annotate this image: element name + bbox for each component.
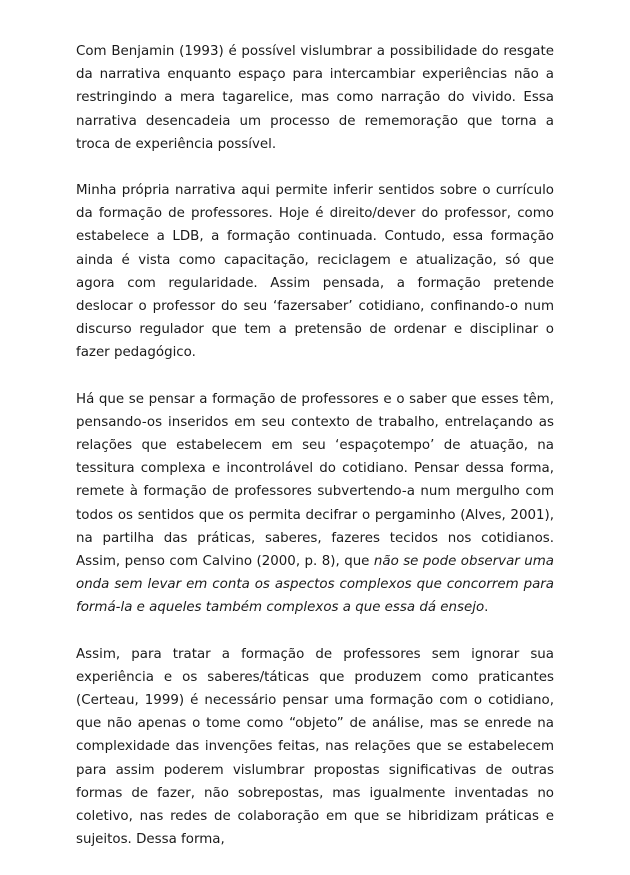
paragraph-text: Há que se pensar a formação de professores e o saber que esses têm, pensando-os inseridos em seu contexto de trabalho, entrelaçando as relações que estabelecem em seu ‘espaçotempo’ de atuação, na tessitura complexa e incontrolável do cotidiano. Pensar dessa forma, remete à formação de professores subvertendo-a num mergulho com todos os sentidos que os permita decifrar o pergaminho (Alves, 2001), na partilha das práticas, saberes, fazeres tecidos nos cotidianos. Assim, penso com Calvino (2000, p. 8), que xyxy=(76,391,554,570)
paragraph-benjamin: Com Benjamin (1993) é possível vislumbrar a possibilidade do resgate da narrativa enquanto espaço para intercambiar experiências não a restringindo a mera tagarelice, mas como narração do vivido. Essa narrativa desencadeia um processo de rememoração que torna a troca de experiência possível. xyxy=(76,44,554,152)
paragraph-assim-para-tratar: Assim, para tratar a formação de professores sem ignorar sua experiência e os saberes/táticas que produzem como praticantes (Certeau, 1999) é necessário pensar uma formação com o cotidiano, que não apenas o tome como “objeto” de análise, mas se enrede na complexidade das invenções feitas, nas relações que se estabelecem para assim poderem vislumbrar propostas significativas de outras formas de fazer, não sobrepostas, mas igualmente inventadas no coletivo, nas redes de colaboração em que se hibridizam práticas e sujeitos. Dessa forma, xyxy=(76,646,554,848)
document-page xyxy=(76,40,554,875)
paragraph-text-end: . xyxy=(484,600,489,616)
paragraph-minha-narrativa: Minha própria narrativa aqui permite inferir sentidos sobre o currículo da formação de professores. Hoje é direito/dever do professor, como estabelece a LDB, a formação continuada. Contudo, essa formação ainda é vista como capacitação, reciclagem e atualização, só que agora com regularidade. Assim pensada, a formação pretende deslocar o professor do seu ‘fazersaber’ cotidiano, confinando-o num discurso regulador que tem a pretensão de ordenar e disciplinar o fazer pedagógico. xyxy=(76,183,554,361)
calvino-quote: não se pode observar uma onda sem levar em conta os aspectos complexos que concorrem para formá-la e aqueles também complexos a que essa dá ensejo xyxy=(76,554,554,616)
paragraph-formacao-professores xyxy=(76,388,554,620)
